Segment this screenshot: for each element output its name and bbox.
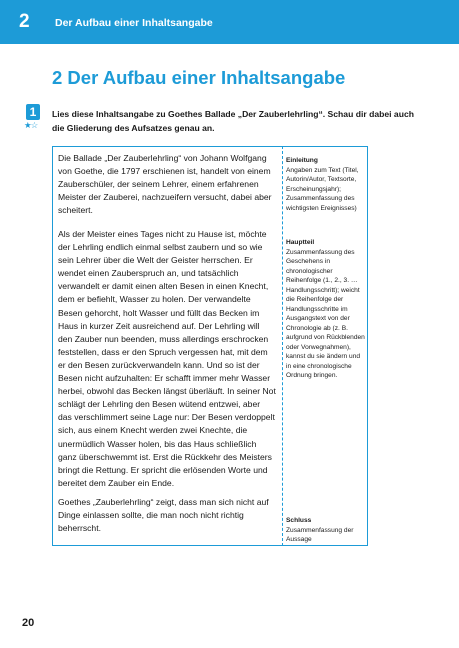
margin-note-text: Angaben zum Text (Titel, Autorin/Autor, Textsorte, Erscheinungsjahr); Zusammenfassung des wichtigsten Ereignisses)	[286, 166, 359, 212]
margin-note-main-part	[286, 238, 366, 381]
margin-divider	[282, 146, 283, 546]
margin-note-text: Zusammenfassung der Aussage	[286, 526, 354, 543]
chapter-title: Der Aufbau einer Inhaltsangabe	[55, 17, 213, 29]
exercise-number-badge: 1	[26, 104, 40, 120]
difficulty-stars-icon: ★☆	[24, 120, 38, 130]
margin-note-text: Zusammenfassung des Geschehens in chronologischer Reihenfolge (1., 2., 3. … Handlungsschritt); weicht die Reihenfolge der Handlungsschritte im Ausgangstext von der Chronologie ab (z. B. aufgrund von Rückblenden oder Vorwegnahmen), kannst du sie ändern und in eine chronologische Ordnung bringen.	[286, 248, 365, 379]
header-brush-edge	[0, 30, 459, 44]
summary-main-part: Als der Meister eines Tages nicht zu Hause ist, möchte der Lehrling endlich einmal selbst zaubern und so wie sein Lehrer über die Welt der Geister herrschen. Er wendet einen Zauberspruch an, und tatsächlich verwandelt er damit einen alten Besen in einen Knecht, dem er befiehlt, Wasser zu holen. Der verwandelte Besen gehorcht, holt Wasser und füllt das Becken im Haus in kurzer Zeit ausreichend auf. Der Lehrling will den Zauber nun beenden, muss allerdings erschrocken feststellen, dass er den Spruch vergessen hat, mit dem er den Besen zurückverwandeln kann. Und so ist der Besen nicht aufzuhalten: Er schafft immer mehr Wasser herbei, obwohl das Becken längst überläuft. In seiner Not schlägt der Lehrling den Besen wütend entzwei, aber das verschlimmert seine Lage nur: Der Besen verdoppelt sich, aus einem Knecht werden zwei Knechte, die unermüdlich Wasser holen, bis das Haus schließlich ganz überschwemmt ist. Erst die Rückkehr des Meisters bringt die Rettung. Er spricht die erlösenden Worte und bereitet dem Zauber ein Ende.	[58, 229, 276, 488]
margin-note-heading: Hauptteil	[286, 239, 315, 246]
exercise-instruction: Lies diese Inhaltsangabe zu Goethes Ballade „Der Zauberlehrling“. Schau dir dabei auch die Gliederung des Aufsatzes genau an.	[52, 109, 414, 133]
margin-note-introduction	[286, 156, 366, 213]
chapter-number: 2	[19, 11, 30, 32]
margin-note-heading: Einleitung	[286, 157, 318, 164]
page-number: 20	[22, 617, 35, 629]
margin-note-conclusion	[286, 516, 366, 545]
page-title: 2 Der Aufbau einer Inhaltsangabe	[52, 67, 346, 88]
margin-note-heading: Schluss	[286, 517, 312, 524]
summary-conclusion: Goethes „Zauberlehrling“ zeigt, dass man sich nicht auf Dinge einlassen sollte, die man noch nicht richtig beherrscht.	[58, 497, 269, 534]
summary-introduction: Die Ballade „Der Zauberlehrling“ von Johann Wolfgang von Goethe, die 1797 erschienen ist, handelt von einem Zauberschüler, der seinem Lehrer, einem erfahrenen Meister der Zauberei, nachzueifern versucht, dabei aber scheitert.	[58, 153, 272, 216]
